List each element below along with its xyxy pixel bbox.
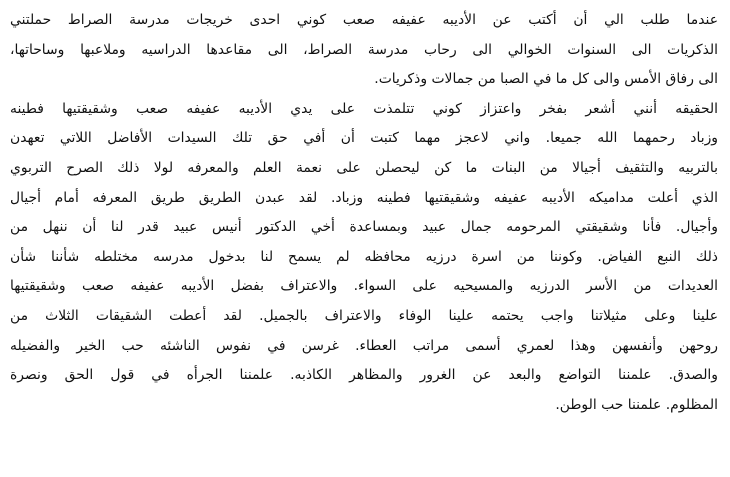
paragraph-2-line-11: المظلوم. علمننا حب الوطن.	[555, 396, 718, 413]
paragraph-2-line-4: الذي أعلت مداميكه الأديبه عفيفه وشقيقتيها فطينه وزباد. لقد عبدن الطريق طريق المعرفه أمام أجيال	[10, 189, 718, 206]
paragraph-1-line-1: عندما طلب الي أن أكتب عن الأديبه عفيفه صعب كوني احدى خريجات مدرسة الصراط حملتني	[10, 12, 718, 28]
paragraph-2-line-5: وأجيال. فأنا وشقيقتي المرحومه جمال عبيد وبمساعدة أخي الدكتور أنيس عبيد قدر لنا أن ننهل من	[10, 219, 718, 236]
paragraph-2-line-9: روحهن وأنفسهن وهذا لعمري أسمى مراتب العطاء. غرسن في نفوس الناشئه حب الخير والفضيله	[10, 337, 718, 354]
paragraph-1-line-3: الى رفاق الأمس والى كل ما في الصبا من جمالات وذكريات.	[374, 71, 718, 88]
paragraph-1-line-2: الذكريات الى السنوات الخوالي الى رحاب مدرسة الصراط، الى مقاعدها الدراسيه وملاعبها وساحاتها،	[10, 41, 718, 58]
paragraph-2-line-7: العديدات من الأسر الدرزيه والمسيحيه على السواء. والاعتراف بفضل الأديبه عفيفه صعب وشقيقتيها	[10, 278, 718, 295]
paragraph-2-line-8: علينا وعلى مثيلاتنا واجب يحتمه علينا الوفاء والاعتراف بالجميل. لقد أعطت الشقيقات الثلاث من	[10, 307, 718, 324]
paragraph-2-line-6: ذلك النبع الفياض. وكوننا من اسرة درزيه محافظه لم يسمح لنا بدخول مدرسه مختلطه شأننا شأن	[10, 248, 718, 265]
paragraph-2-line-1: الحقيقه أنني أشعر بفخر واعتزاز كوني تتلمذت على يدي الأديبه عفيفه صعب وشقيقتيها فطينه	[10, 100, 718, 117]
paragraph-2-line-2: وزباد رحمهما الله جميعا. واني لاعجز مهما كتبت أن أفي حق تلك السيدات الأفاضل اللاتي تعهدن	[10, 130, 718, 147]
paragraph-2-line-3: بالتربيه والتثقيف أجيالا من البنات ما كن ليحصلن على نعمة العلم والمعرفه لولا ذلك الصرح التربوي	[10, 159, 718, 176]
paragraph-2-line-10: والصدق. علمننا التواضع والبعد عن الغرور والمظاهر الكاذبه. علمننا الجرأه في قول الحق ونصرة	[10, 367, 718, 384]
